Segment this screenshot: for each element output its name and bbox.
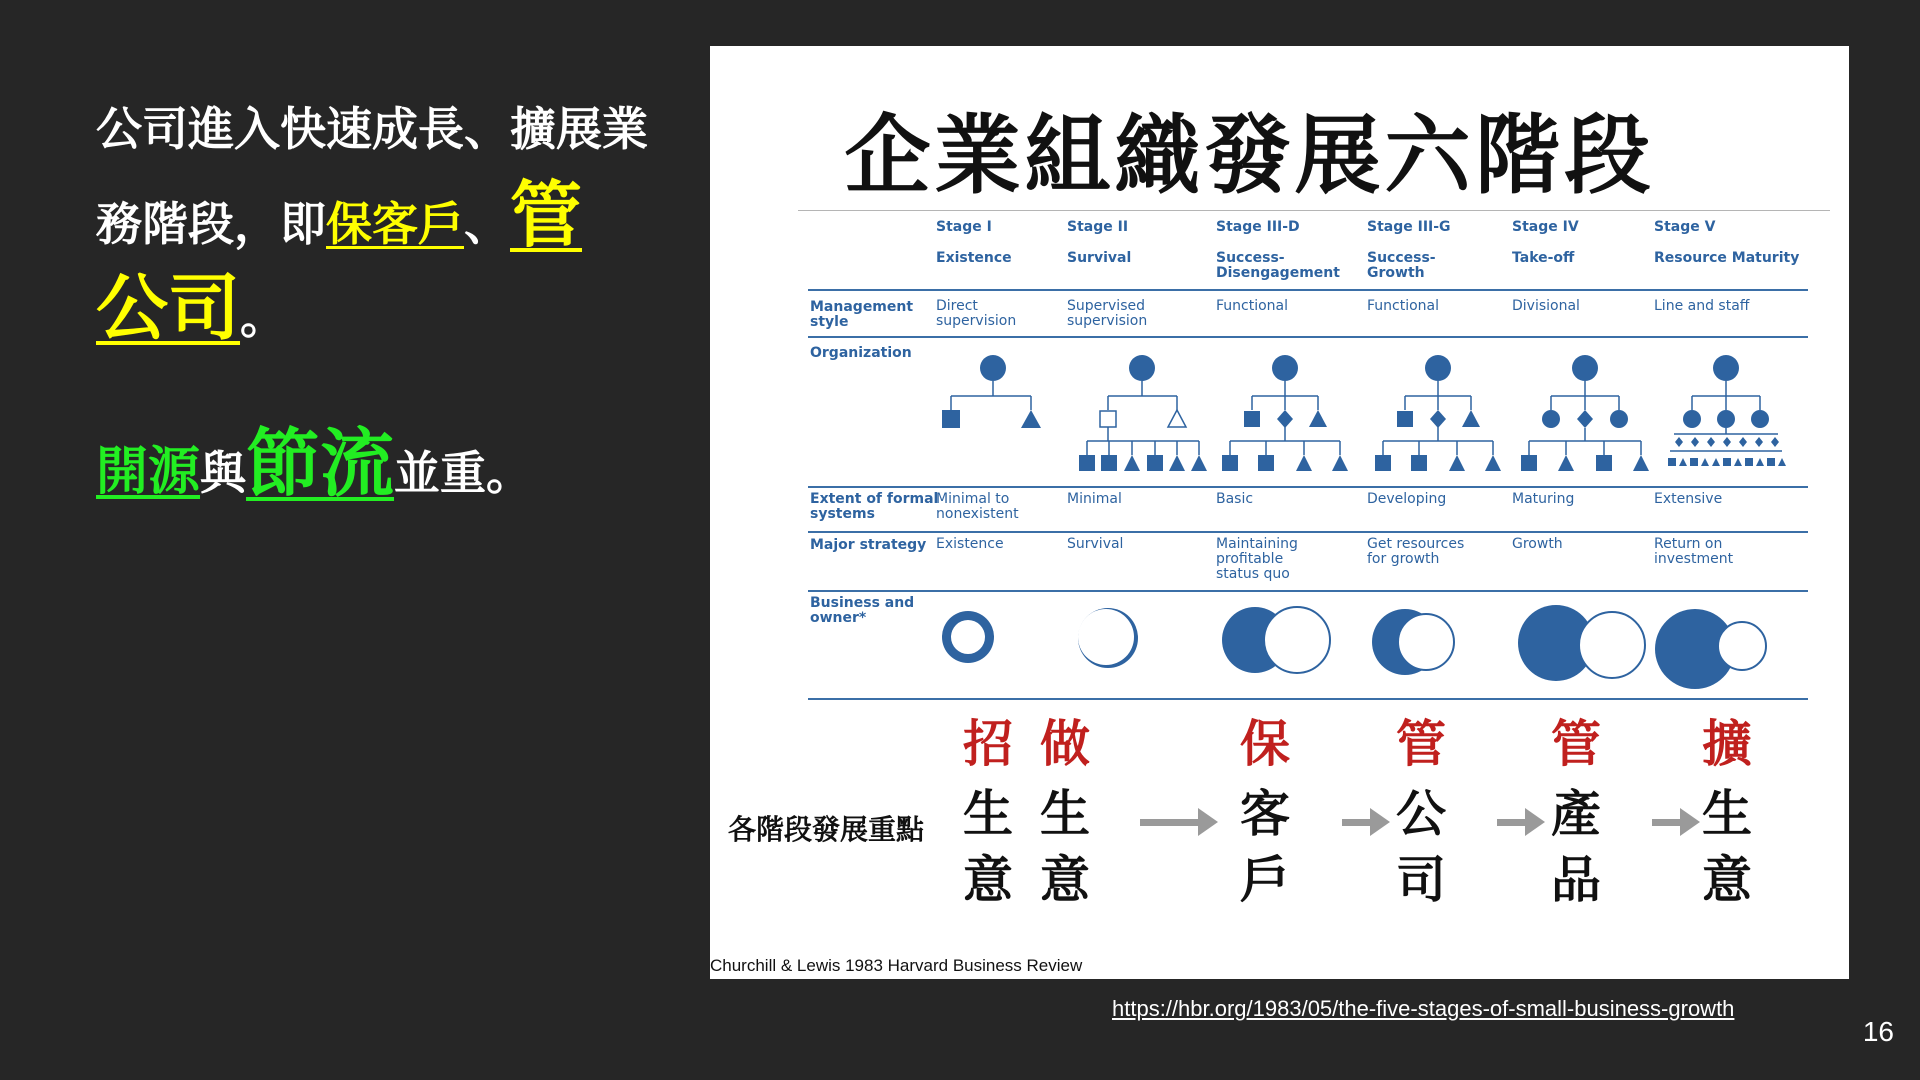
cell-management: Direct supervision [936, 298, 1017, 329]
headline-line-2 [96, 170, 582, 260]
stage-number: Stage IV [1512, 219, 1579, 235]
cell-formal-systems: Maturing [1512, 491, 1575, 507]
flow-char-top: 管 [1396, 715, 1446, 773]
cell-management: Divisional [1512, 298, 1580, 314]
flow-char-bot: 意 [963, 851, 1013, 909]
flow-label: 各階段發展重點 [728, 813, 925, 846]
cell-strategy: Maintaining profitable status quo [1216, 536, 1298, 582]
row-label-major-strategy: Major strategy [810, 537, 927, 553]
stage-number: Stage III-D [1216, 219, 1300, 235]
flow-char-top: 保 [1240, 715, 1290, 773]
stage-number: Stage III-G [1367, 219, 1451, 235]
cell-strategy: Growth [1512, 536, 1563, 552]
stage-number: Stage I [936, 219, 992, 235]
highlight-manage-company: 公司 [96, 266, 241, 350]
row-label-management: Management style [810, 299, 914, 330]
arrow-3 [1497, 808, 1545, 836]
arrow-4 [1652, 808, 1700, 836]
source-link[interactable]: https://hbr.org/1983/05/the-five-stages-of-small-business-growth [1112, 996, 1735, 1021]
stage-name: Success- Growth [1367, 250, 1436, 281]
stage-name: Survival [1067, 250, 1132, 266]
cell-management: Supervised supervision [1067, 298, 1148, 329]
stage-name: Existence [936, 250, 1012, 266]
cell-management: Functional [1367, 298, 1440, 314]
cell-strategy: Get resources for growth [1367, 536, 1465, 567]
cell-formal-systems: Basic [1216, 491, 1254, 507]
cell-formal-systems: Minimal to nonexistent [936, 491, 1019, 522]
flow-char-top: 管 [1551, 715, 1601, 773]
headline-line-3 [96, 262, 286, 354]
page-number: 16 [1862, 1016, 1894, 1047]
cell-formal-systems: Developing [1367, 491, 1447, 507]
headline-period: 。 [240, 290, 287, 344]
cell-strategy: Survival [1067, 536, 1124, 552]
figure-panel [710, 46, 1849, 979]
arrow-1 [1140, 808, 1218, 836]
flow-char-bot: 意 [1040, 851, 1090, 909]
headline-line-2-prefix: 務階段，即 [96, 197, 326, 251]
stage-number: Stage II [1067, 219, 1129, 235]
highlight-manage-1: 管 [510, 173, 583, 257]
row-label-owner: Business and owner* [810, 595, 915, 626]
cell-management: Functional [1216, 298, 1289, 314]
flow-arrows [710, 46, 1849, 979]
flow-char-mid: 生 [1040, 785, 1090, 843]
row-label-formal-systems: Extent of formal systems [810, 491, 939, 522]
flow-char-top: 擴 [1702, 715, 1752, 773]
flow-char-top: 做 [1040, 715, 1090, 773]
stage-number: Stage V [1654, 219, 1716, 235]
conjunction-and: 與 [200, 446, 247, 500]
cell-formal-systems: Minimal [1067, 491, 1122, 507]
stage-name: Success- Disengagement [1216, 250, 1340, 281]
cell-strategy: Existence [936, 536, 1004, 552]
flow-char-mid: 公 [1396, 785, 1446, 843]
flow-char-bot: 意 [1702, 851, 1752, 909]
arrow-2 [1342, 808, 1390, 836]
headline-separator: 、 [464, 197, 510, 251]
headline-line-4 [96, 418, 532, 510]
cell-management: Line and staff [1654, 298, 1750, 314]
highlight-save-cost: 節流 [246, 421, 395, 507]
flow-char-mid: 客 [1240, 785, 1290, 843]
stage-name: Resource Maturity [1654, 250, 1800, 266]
flow-char-bot: 司 [1396, 851, 1446, 909]
highlight-keep-customers: 保客戶 [326, 197, 464, 251]
stage-name: Take-off [1512, 250, 1575, 266]
flow-char-bot: 品 [1551, 851, 1601, 909]
figure-title: 企業組織發展六階段 [844, 106, 1655, 206]
figure-citation: Churchill & Lewis 1983 Harvard Business Review [710, 956, 1083, 975]
headline-line-1: 公司進入快速成長、擴展業 [96, 102, 648, 156]
flow-char-bot: 戶 [1240, 851, 1290, 909]
flow-char-mid: 生 [963, 785, 1013, 843]
headline-tail: 並重。 [394, 446, 533, 500]
row-label-organization: Organization [810, 345, 912, 361]
cell-strategy: Return on investment [1654, 536, 1734, 567]
flow-char-mid: 生 [1702, 785, 1752, 843]
flow-char-mid: 產 [1551, 785, 1601, 843]
flow-char-top: 招 [963, 715, 1013, 773]
highlight-open-source: 開源 [96, 442, 201, 502]
cell-formal-systems: Extensive [1654, 491, 1723, 507]
